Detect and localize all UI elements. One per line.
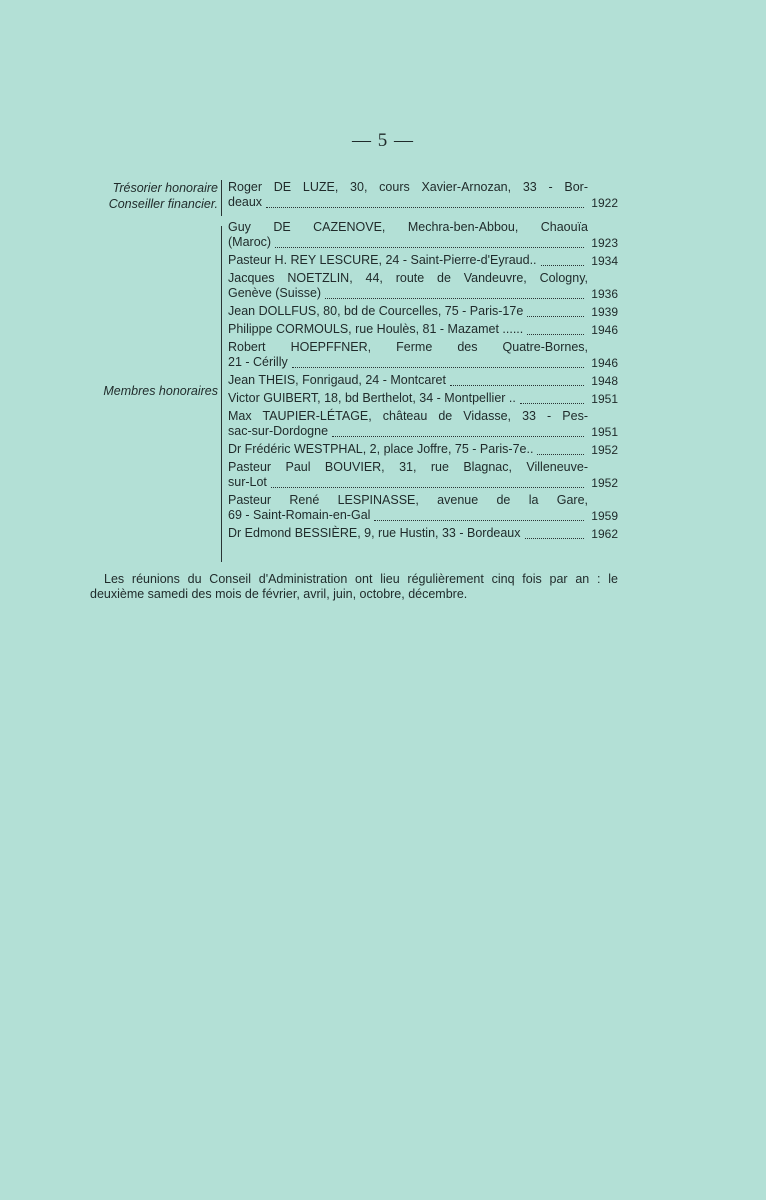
member-year: 1936 — [591, 287, 618, 301]
member-entry-line2: sac-sur-Dordogne — [228, 424, 329, 438]
meeting-note: Les réunions du Conseil d'Administration ont lieu régulièrement cinq fois par an : le deuxième samedi des mois de février, avril, juin, octobre, décembre. — [90, 572, 618, 601]
member-year: 1959 — [591, 509, 618, 523]
member-entry — [228, 271, 618, 301]
member-entry-line1: Jacques NOETZLIN, 44, route de Vandeuvre, Cologny, — [228, 271, 588, 285]
member-entry — [228, 409, 618, 439]
member-entry-line2: deaux — [228, 195, 263, 209]
member-list — [228, 180, 618, 544]
member-entry — [228, 304, 618, 319]
member-entry — [228, 220, 618, 250]
dot-leader — [292, 357, 584, 368]
dot-leader — [527, 306, 584, 317]
member-entry-line1: Guy DE CAZENOVE, Mechra-ben-Abbou, Chaouïa — [228, 220, 588, 234]
dot-leader — [275, 237, 584, 248]
dot-leader — [520, 393, 584, 404]
member-entry-line2: 21 - Cérilly — [228, 355, 288, 369]
member-entry — [228, 493, 618, 523]
member-entry — [228, 253, 618, 268]
member-entry-line1: Roger DE LUZE, 30, cours Xavier-Arnozan, 33 - Bor- — [228, 180, 588, 194]
member-year: 1962 — [591, 527, 618, 541]
member-year: 1952 — [591, 443, 618, 457]
dot-leader — [537, 444, 584, 455]
member-entry-line2: sur-Lot — [228, 475, 267, 489]
dot-leader — [450, 375, 584, 386]
member-year: 1951 — [591, 425, 618, 439]
member-year: 1948 — [591, 374, 618, 388]
member-entry-line2: Dr Frédéric WESTPHAL, 2, place Joffre, 75 - Paris-7e.. — [228, 442, 534, 456]
treasurer-label-block — [60, 180, 218, 212]
member-entry — [228, 442, 618, 457]
page-number: — 5 — — [352, 130, 414, 151]
financial-advisor-label: Conseiller financier. — [108, 197, 218, 211]
dot-leader — [325, 288, 584, 299]
member-year: 1951 — [591, 392, 618, 406]
dot-leader — [374, 510, 584, 521]
member-year: 1946 — [591, 356, 618, 370]
dot-leader — [525, 528, 585, 539]
member-entry — [228, 340, 618, 370]
member-entry-line2: Jean DOLLFUS, 80, bd de Courcelles, 75 - Paris-17e — [228, 304, 524, 318]
member-entry — [228, 322, 618, 337]
dot-leader — [541, 255, 584, 266]
member-entry — [228, 526, 618, 541]
member-entry — [228, 180, 618, 210]
member-entry — [228, 391, 618, 406]
member-year: 1922 — [591, 196, 618, 210]
member-year: 1952 — [591, 476, 618, 490]
divider-line-treasurer — [221, 180, 222, 216]
member-entry-line2: Jean THEIS, Fonrigaud, 24 - Montcaret — [228, 373, 446, 387]
member-entry-line2: Dr Edmond BESSIÈRE, 9, rue Hustin, 33 - Bordeaux — [228, 526, 521, 540]
member-entry-line1: Pasteur Paul BOUVIER, 31, rue Blagnac, Villeneuve- — [228, 460, 588, 474]
member-entry-line1: Pasteur René LESPINASSE, avenue de la Gare, — [228, 493, 588, 507]
member-entry-line2: Victor GUIBERT, 18, bd Berthelot, 34 - Montpellier .. — [228, 391, 516, 405]
dot-leader — [271, 477, 584, 488]
member-entry-line2: Pasteur H. REY LESCURE, 24 - Saint-Pierre-d'Eyraud.. — [228, 253, 537, 267]
member-entry-line2: 69 - Saint-Romain-en-Gal — [228, 508, 371, 522]
honorary-members-label: Membres honoraires — [103, 384, 218, 398]
member-entry-line2: Philippe CORMOULS, rue Houlès, 81 - Mazamet ...... — [228, 322, 524, 336]
member-entry-line1: Max TAUPIER-LÉTAGE, château de Vidasse, 33 - Pes- — [228, 409, 588, 423]
treasurer-label: Trésorier honoraire — [112, 181, 218, 195]
dot-leader — [332, 426, 584, 437]
dot-leader — [266, 197, 584, 208]
dot-leader — [527, 324, 584, 335]
member-year: 1939 — [591, 305, 618, 319]
divider-line-members — [221, 226, 222, 562]
member-entry-line2: Genève (Suisse) — [228, 286, 322, 300]
member-year: 1923 — [591, 236, 618, 250]
member-entry — [228, 373, 618, 388]
member-entry — [228, 460, 618, 490]
member-year: 1946 — [591, 323, 618, 337]
member-year: 1934 — [591, 254, 618, 268]
member-entry-line1: Robert HOEPFFNER, Ferme des Quatre-Bornes, — [228, 340, 588, 354]
member-entry-line2: (Maroc) — [228, 235, 272, 249]
